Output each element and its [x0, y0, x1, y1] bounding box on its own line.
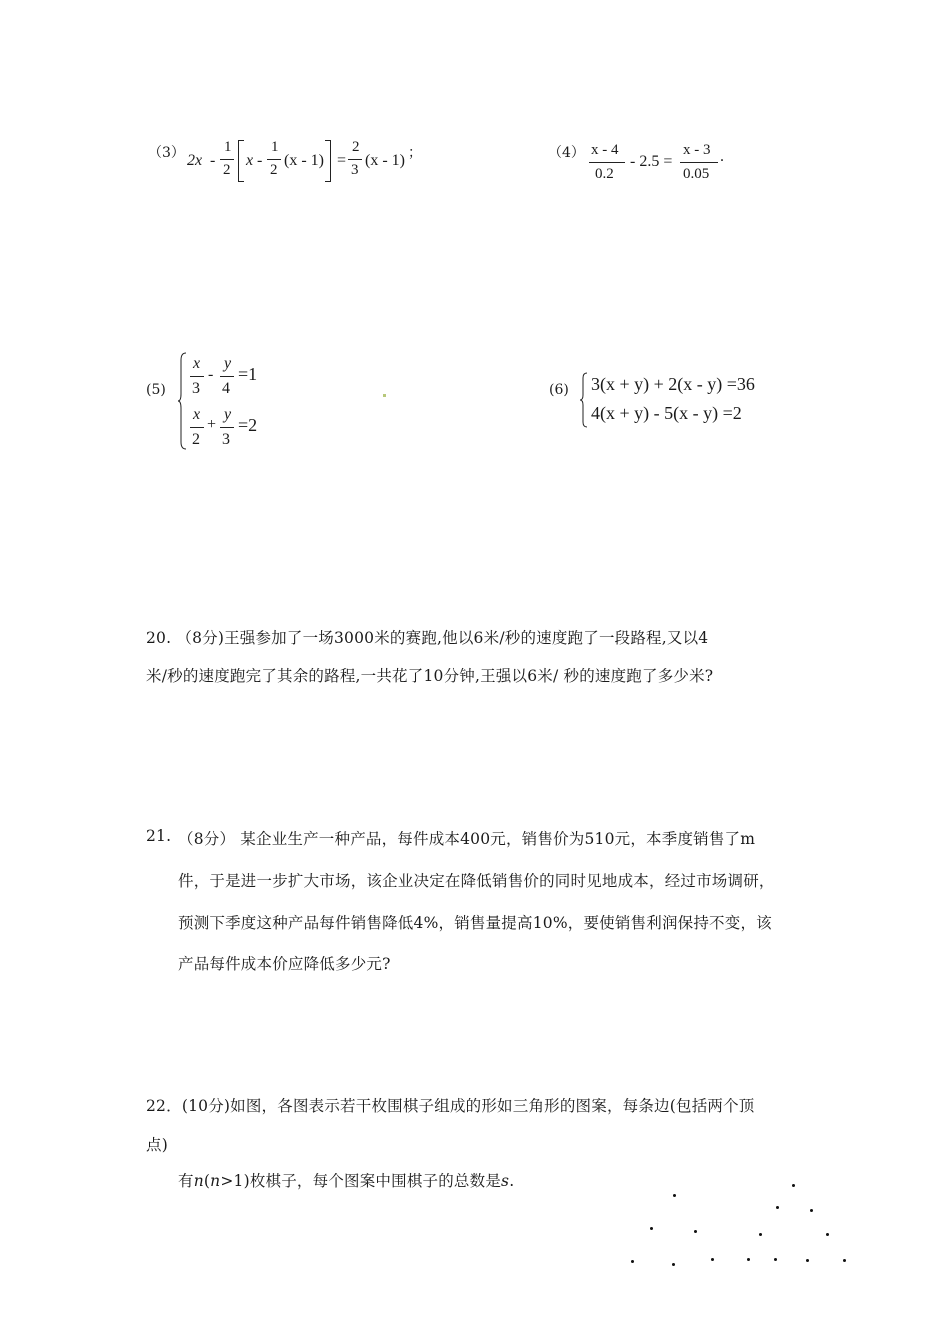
eq3-frac1-bar — [220, 159, 234, 160]
problem-21-line-3: 预测下季度这种产品每件销售降低4%，销售量提高10%，要使销售利润保持不变，该 — [178, 914, 772, 932]
equation-5-label: (5) — [146, 382, 166, 398]
stone-dot — [774, 1258, 777, 1261]
stone-dot — [672, 1263, 675, 1266]
eq5-r2-plus: + — [207, 416, 217, 433]
eq3-frac2-num: 1 — [271, 139, 279, 155]
problem-22-line-1: 22．(10分)如图，各图表示若干枚围棋子组成的形如三角形的图案，每条边(包括两个顶 — [146, 1097, 755, 1115]
stone-dot — [747, 1258, 750, 1261]
eq5-r2-num-x: x — [193, 406, 201, 423]
stone-dot — [631, 1260, 634, 1263]
eq4-right-denominator: 0.05 — [683, 166, 710, 182]
eq3-left-bracket — [238, 140, 244, 182]
eq3-term-x: x — [246, 152, 254, 169]
eq4-middle: - 2.5 = — [630, 153, 673, 170]
eq5-brace — [178, 352, 188, 450]
eq3-frac2-bar — [267, 159, 281, 160]
eq5-r1-minus: - — [208, 366, 214, 383]
equation-3-label: （3） — [148, 145, 185, 161]
eq5-r1-num-x: x — [193, 355, 201, 372]
eq5-r1-num-y: y — [224, 355, 232, 372]
eq3-term-2x: 2x — [187, 152, 203, 169]
problem-20-line-2: 米/秒的速度跑完了其余的路程,一共花了10分钟,王强以6米/ 秒的速度跑了多少米? — [146, 667, 714, 685]
problem-21-line-2: 件，于是进一步扩大市场，该企业决定在降低销售价的同时见地成本，经过市场调研， — [178, 872, 775, 890]
eq6-line-2: 4(x + y) - 5(x - y) =2 — [591, 403, 742, 423]
problem-21-number: 21. — [146, 827, 172, 845]
stone-dot — [843, 1259, 846, 1262]
stone-dot — [694, 1230, 697, 1233]
eq4-left-numerator: x - 4 — [591, 142, 619, 158]
stone-dot — [650, 1227, 653, 1230]
eq5-r2-rhs: =2 — [238, 415, 258, 435]
problem-22-line-2: 点) — [146, 1136, 168, 1154]
stone-dot — [810, 1209, 813, 1212]
eq3-minus-2: - — [257, 152, 263, 169]
eq3-minus: - — [210, 152, 216, 169]
eq3-frac2-den: 2 — [270, 162, 278, 178]
problem-21-line-4: 产品每件成本价应降低多少元? — [178, 955, 391, 973]
eq5-r2-bar1 — [190, 427, 204, 428]
eq5-r1-den-4: 4 — [222, 380, 230, 397]
eq6-line-1: 3(x + y) + 2(x - y) =36 — [591, 374, 755, 394]
eq5-r1-den-3: 3 — [192, 380, 200, 397]
eq5-r2-den-2: 2 — [192, 431, 200, 448]
stone-dot — [711, 1258, 714, 1261]
stone-dot — [759, 1233, 762, 1236]
eq3-frac3-num: 2 — [352, 139, 360, 155]
eq6-brace — [580, 372, 588, 428]
eq4-left-bar — [589, 162, 625, 163]
eq4-period: . — [720, 148, 724, 165]
eq5-r1-bar1 — [190, 376, 204, 377]
eq3-frac1-num: 1 — [224, 139, 232, 155]
scan-speck — [383, 394, 386, 397]
equation-4-label: （4） — [548, 145, 585, 161]
eq5-r2-num-y: y — [224, 406, 232, 423]
problem-21-line-1: （8分） 某企业生产一种产品，每件成本400元，销售价为510元，本季度销售了m — [178, 830, 756, 848]
eq5-r2-den-3: 3 — [222, 431, 230, 448]
eq4-right-numerator: x - 3 — [683, 142, 711, 158]
eq3-equals: = — [337, 152, 347, 169]
stone-dot — [776, 1206, 779, 1209]
stone-dot — [792, 1184, 795, 1187]
eq3-right-bracket — [325, 140, 331, 182]
eq4-left-denominator: 0.2 — [595, 166, 614, 182]
eq3-frac1-den: 2 — [223, 162, 231, 178]
eq5-r1-bar2 — [220, 376, 234, 377]
eq3-semicolon: ； — [408, 146, 422, 161]
eq3-paren-x-minus-1: (x - 1) — [284, 152, 324, 169]
eq5-r2-bar2 — [220, 427, 234, 428]
problem-22-line-3: 有n(n>1)枚棋子，每个图案中围棋子的总数是s. — [178, 1172, 515, 1190]
eq3-paren-rhs: (x - 1) — [365, 152, 405, 169]
problem-20-line-1: 20. （8分)王强参加了一场3000米的赛跑,他以6米/秒的速度跑了一段路程,又以4 — [146, 629, 709, 647]
eq5-r1-rhs: =1 — [238, 364, 258, 384]
eq3-frac3-bar — [348, 159, 362, 160]
stone-dot — [673, 1194, 676, 1197]
equation-6-label: (6) — [549, 382, 569, 398]
stone-dot — [806, 1259, 809, 1262]
eq3-frac3-den: 3 — [351, 162, 359, 178]
eq4-right-bar — [680, 162, 718, 163]
stone-dot — [826, 1233, 829, 1236]
